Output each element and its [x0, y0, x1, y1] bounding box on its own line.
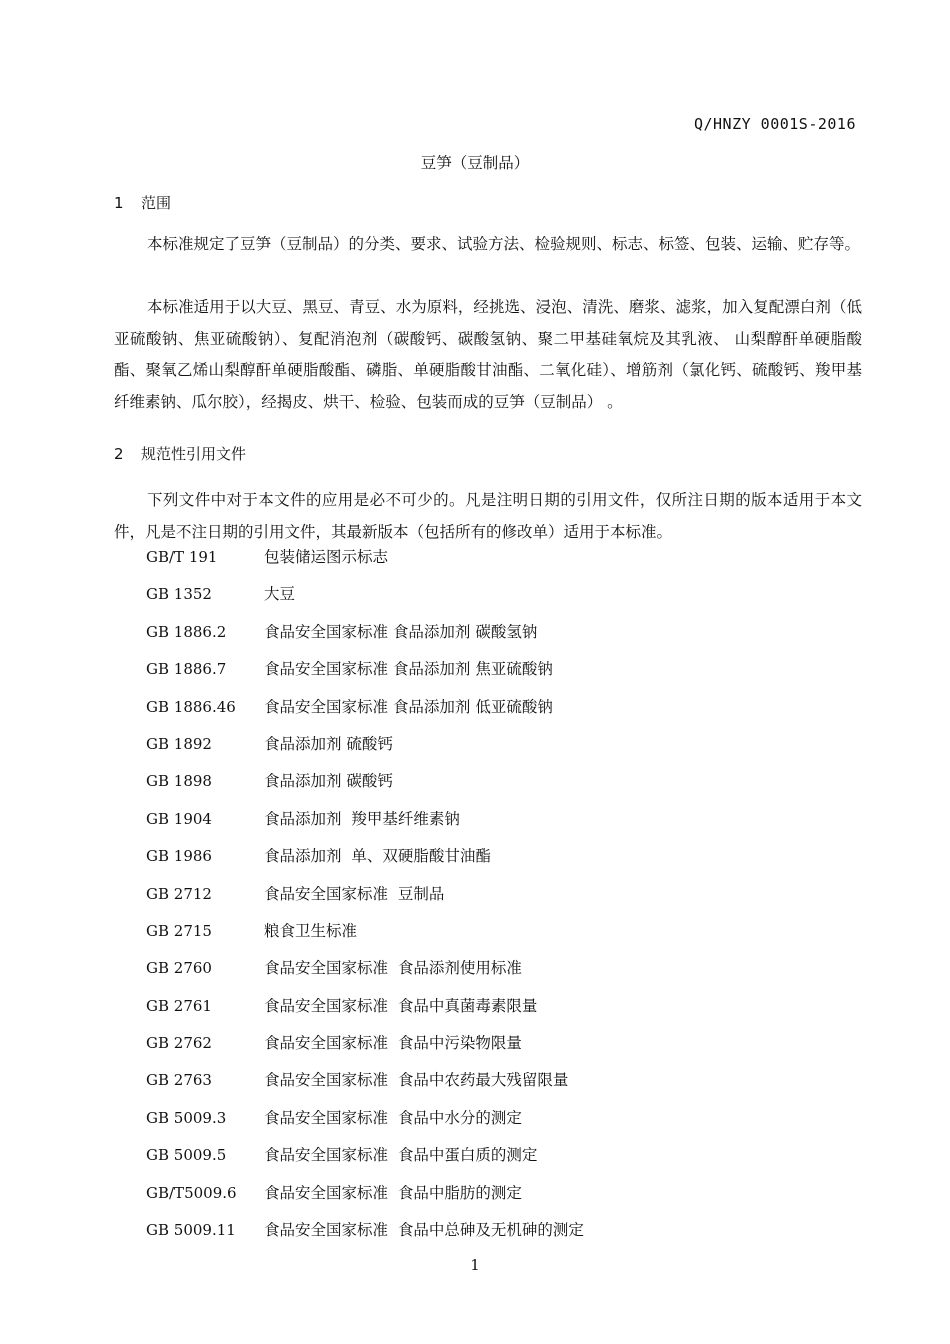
reference-row — [146, 1103, 846, 1140]
reference-code: GB 1886.46 — [146, 697, 236, 716]
reference-list — [146, 542, 846, 1252]
standard-code: Q/HNZY 0001S-2016 — [693, 115, 856, 133]
reference-row — [146, 1178, 846, 1215]
reference-title: 食品安全国家标准 豆制品 — [264, 884, 445, 903]
reference-code: GB 1904 — [146, 809, 212, 828]
section-1-heading — [114, 192, 171, 213]
reference-title: 食品安全国家标准 食品添剂使用标准 — [264, 959, 522, 978]
reference-code: GB 2712 — [146, 884, 212, 903]
reference-code: GB 1886.2 — [146, 622, 227, 641]
reference-code: GB 2761 — [146, 996, 212, 1015]
reference-title: 食品安全国家标准 食品中脂肪的测定 — [264, 1183, 522, 1202]
section-2-number: 2 — [114, 445, 124, 463]
reference-title: 食品安全国家标准 食品中水分的测定 — [264, 1108, 522, 1127]
reference-title: 食品安全国家标准 食品添加剂 碳酸氢钠 — [264, 622, 538, 641]
reference-code: GB 1986 — [146, 847, 212, 866]
scope-paragraph-1: 本标准规定了豆笋（豆制品）的分类、要求、试验方法、检验规则、标志、标签、包装、运输、贮存等。 — [147, 235, 861, 253]
reference-row — [146, 766, 846, 803]
reference-row — [146, 1065, 846, 1102]
reference-title: 食品安全国家标准 食品中真菌毒素限量 — [264, 996, 538, 1015]
section-1-title: 范围 — [141, 194, 172, 212]
reference-code: GB 5009.3 — [146, 1108, 227, 1127]
section-2-title: 规范性引用文件 — [141, 445, 247, 463]
reference-title: 食品安全国家标准 食品中总砷及无机砷的测定 — [264, 1221, 584, 1240]
reference-row — [146, 1140, 846, 1177]
reference-title: 包装储运图示标志 — [264, 548, 389, 566]
references-intro-paragraph: 下列文件中对于本文件的应用是必不可少的。凡是注明日期的引用文件，仅所注日期的版本适用于本文件，凡是不注日期的引用文件，其最新版本（包括所有的修改单）适用于本标准。 — [114, 491, 862, 541]
reference-title: 食品安全国家标准 食品添加剂 低亚硫酸钠 — [264, 697, 553, 716]
reference-title: 食品安全国家标准 食品中蛋白质的测定 — [264, 1146, 538, 1165]
reference-row — [146, 1028, 846, 1065]
reference-code: GB/T5009.6 — [146, 1183, 237, 1202]
reference-code: GB 1898 — [146, 772, 212, 791]
reference-row — [146, 617, 846, 654]
reference-row — [146, 1215, 846, 1252]
reference-row — [146, 991, 846, 1028]
reference-title: 食品添加剂 单、双硬脂酸甘油酯 — [264, 847, 491, 866]
reference-row — [146, 953, 846, 990]
reference-row — [146, 542, 846, 579]
reference-row — [146, 654, 846, 691]
reference-code: GB 2760 — [146, 959, 212, 978]
reference-code: GB 2762 — [146, 1034, 212, 1053]
reference-title: 食品添加剂 羧甲基纤维素钠 — [264, 809, 460, 828]
reference-code: GB 2763 — [146, 1071, 212, 1090]
scope-paragraph-2: 本标准适用于以大豆、黑豆、青豆、水为原料，经挑选、浸泡、清洗、磨浆、滤浆，加入复配漂白剂（低亚硫酸钠、焦亚硫酸钠）、复配消泡剂（碳酸钙、碳酸氢钠、聚二甲基硅氧烷及其乳液、 山梨醇酐单硬脂酸酯、聚氧乙烯山梨醇酐单硬脂酸酯、磷脂、单硬脂酸甘油酯、二氧化硅）、增筋剂（氯化钙、硫酸钙、羧甲基纤维素钠、瓜尔胶），经揭皮、烘干、检验、包装而成的豆笋（豆制品） 。 — [114, 298, 862, 411]
reference-row — [146, 729, 846, 766]
reference-title: 食品添加剂 碳酸钙 — [264, 772, 393, 791]
section-1-number: 1 — [114, 194, 124, 212]
reference-code: GB 5009.5 — [146, 1146, 227, 1165]
reference-row — [146, 916, 846, 953]
reference-row — [146, 841, 846, 878]
reference-code: GB 1886.7 — [146, 660, 227, 679]
reference-title: 粮食卫生标准 — [264, 921, 358, 940]
document-title: 豆笋（豆制品） — [420, 154, 530, 172]
page-number: 1 — [470, 1256, 480, 1274]
reference-code: GB 2715 — [146, 921, 212, 940]
reference-code: GB/T 191 — [146, 548, 218, 566]
reference-title: 大豆 — [264, 585, 296, 604]
reference-code: GB 5009.11 — [146, 1221, 236, 1240]
reference-title: 食品添加剂 硫酸钙 — [264, 734, 393, 753]
reference-title: 食品安全国家标准 食品中农药最大残留限量 — [264, 1071, 569, 1090]
reference-row — [146, 804, 846, 841]
reference-row — [146, 692, 846, 729]
reference-row — [146, 879, 846, 916]
section-2-heading — [114, 443, 246, 464]
reference-code: GB 1352 — [146, 585, 212, 604]
reference-code: GB 1892 — [146, 734, 212, 753]
reference-row — [146, 579, 846, 616]
reference-title: 食品安全国家标准 食品中污染物限量 — [264, 1034, 522, 1053]
reference-title: 食品安全国家标准 食品添加剂 焦亚硫酸钠 — [264, 660, 553, 679]
